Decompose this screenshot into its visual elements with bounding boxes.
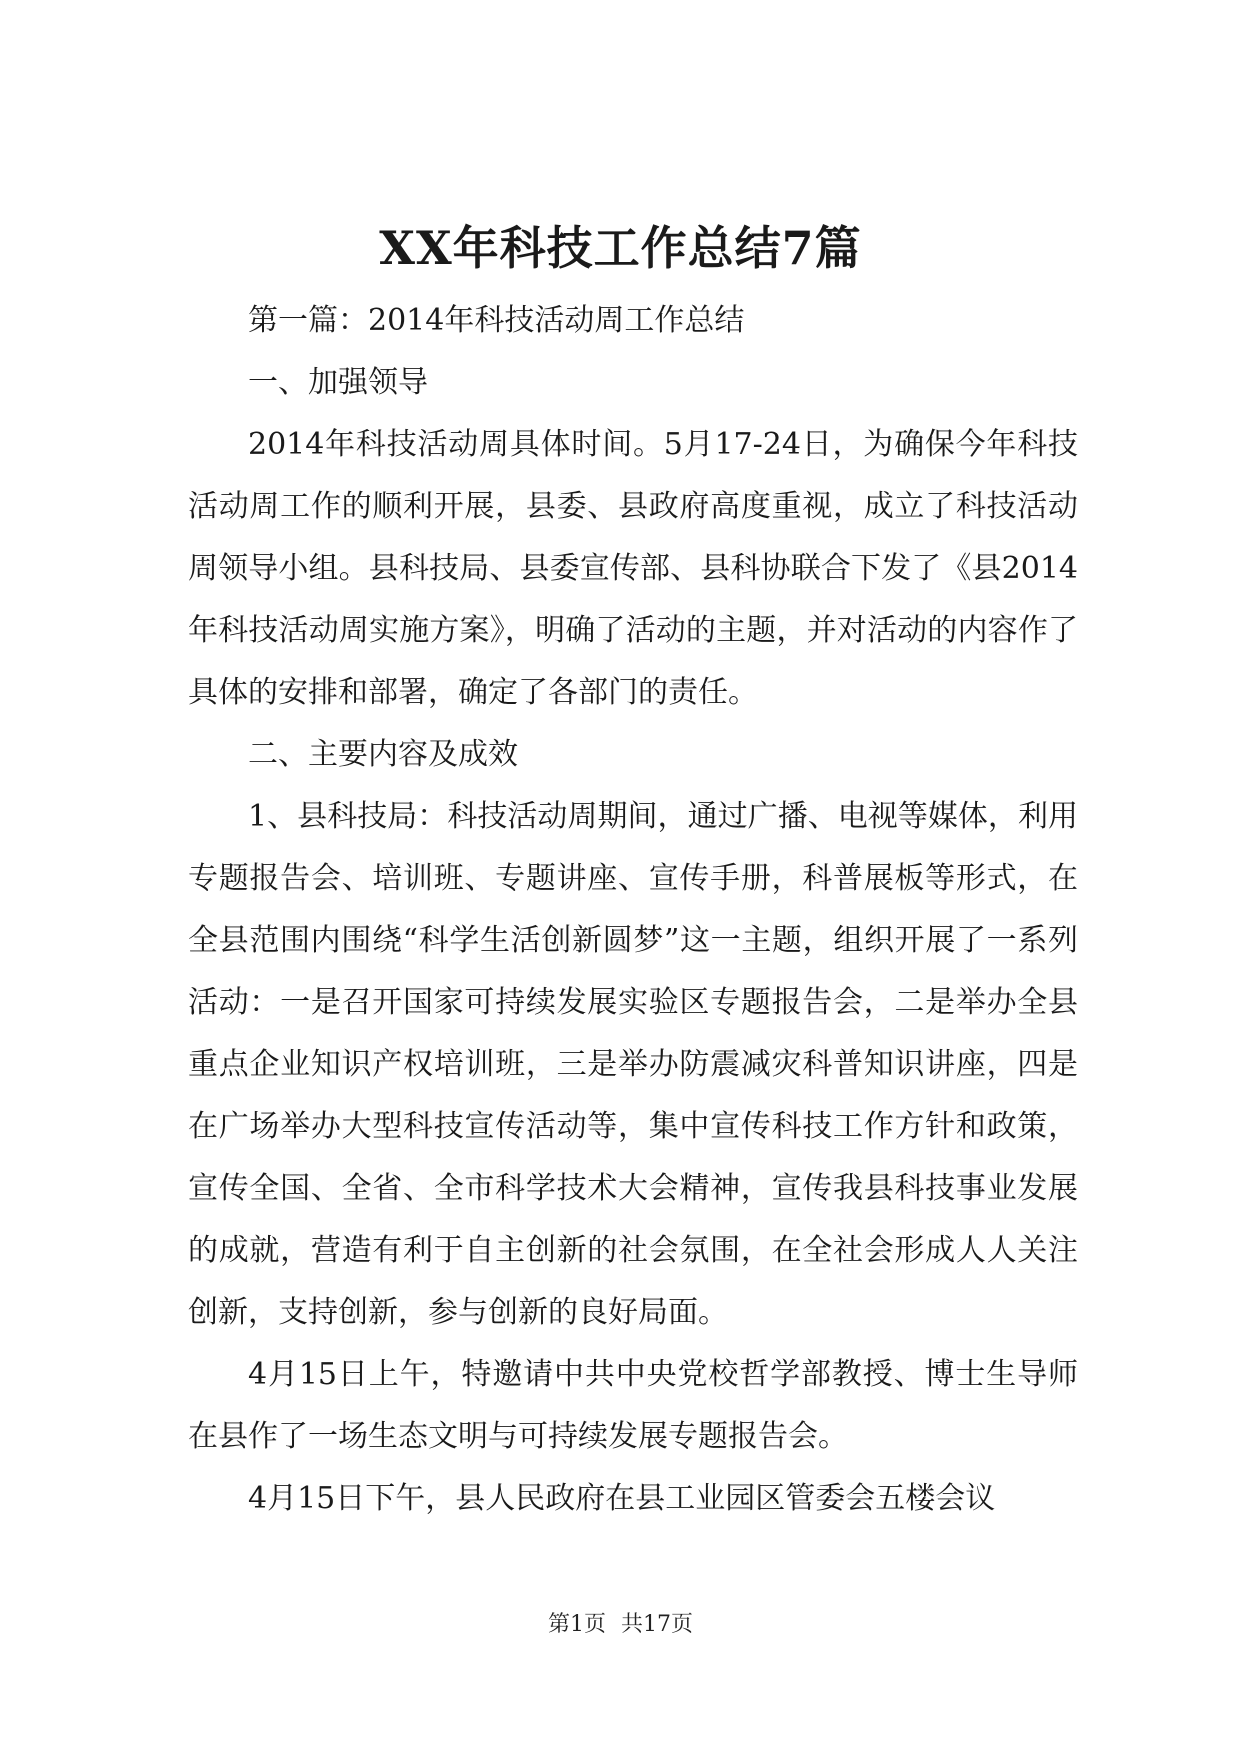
document-title: XX年科技工作总结7篇	[379, 221, 862, 275]
body-paragraph: 4月15日上午，特邀请中共中央党校哲学部教授、博士生导师在县作了一场生态文明与可持续发展专题报告会。	[188, 1357, 1078, 1454]
body-paragraph: 2014年科技活动周具体时间。5月17-24日，为确保今年科技活动周工作的顺利开展，县委、县政府高度重视，成立了科技活动周领导小组。县科技局、县委宣传部、县科协联合下发了《县2014年科技活动周实施方案》，明确了活动的主题，并对活动的内容作了具体的安排和部署，确定了各部门的责任。	[188, 427, 1078, 710]
document-body	[188, 290, 1078, 1530]
body-paragraph: 1、县科技局：科技活动周期间，通过广播、电视等媒体，利用专题报告会、培训班、专题讲座、宣传手册，科普展板等形式，在全县范围内围绕“科学生活创新圆梦”这一主题，组织开展了一系列活动：一是召开国家可持续发展实验区专题报告会，二是举办全县重点企业知识产权培训班，三是举办防震减灾科普知识讲座，四是在广场举办大型科技宣传活动等，集中宣传科技工作方针和政策，宣传全国、全省、全市科学技术大会精神，宣传我县科技事业发展的成就，营造有利于自主创新的社会氛围，在全社会形成人人关注创新，支持创新，参与创新的良好局面。	[188, 799, 1078, 1330]
body-paragraph: 4月15日下午，县人民政府在县工业园区管委会五楼会议	[248, 1481, 996, 1516]
page-total: 共17页	[621, 1612, 693, 1637]
page-number: 第1页	[548, 1612, 606, 1637]
page-footer	[0, 1610, 1241, 1640]
section-heading: 第一篇：2014年科技活动周工作总结	[248, 303, 745, 338]
subsection-heading: 一、加强领导	[248, 365, 428, 400]
subsection-heading: 二、主要内容及成效	[248, 737, 518, 772]
